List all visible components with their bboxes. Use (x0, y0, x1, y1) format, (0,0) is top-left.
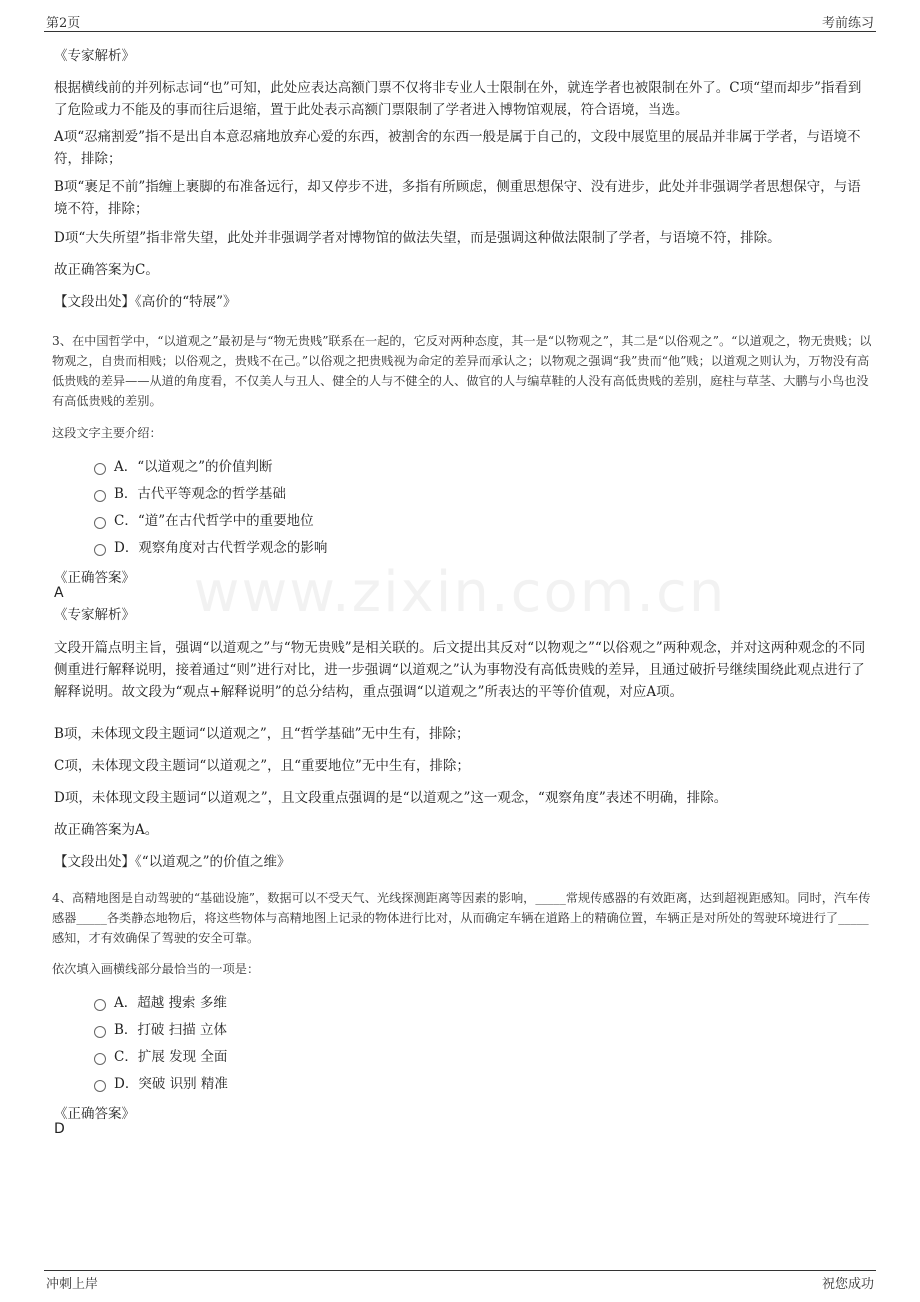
q3-source: 【文段出处】《“以道观之”的价值之维》 (54, 854, 291, 870)
q4-answer: D (54, 1121, 65, 1137)
q3-analysis-para4: D项，未体现文段主题词“以道观之”，且文段重点强调的是“以道观之”这一观念，“观察角度”表述不明确，排除。 (54, 790, 728, 806)
q4-answer-title: 《正确答案》 (54, 1106, 135, 1122)
watermark: www.zixin.com.cn (193, 560, 727, 625)
radio-icon[interactable] (94, 1053, 106, 1065)
q2-analysis-para1: 根据横线前的并列标志词“也”可知，此处应表达高额门票不仅将非专业人士限制在外，就连学者也被限制在外了。C项“望而却步”指看到了危险或力不能及的事而往后退缩，置于此处表示高额门票限制了学者进入博物馆观展，符合语境，当选。 (54, 80, 862, 118)
q4-prompt: 依次填入画横线部分最恰当的一项是： (52, 962, 260, 976)
option-label: B．打破 扫描 立体 (114, 1022, 228, 1038)
option-label: B．古代平等观念的哲学基础 (114, 486, 286, 502)
radio-icon[interactable] (94, 1080, 106, 1092)
footer-right: 祝您成功 (821, 1277, 874, 1292)
option-label: A．超越 搜索 多维 (114, 995, 227, 1011)
q3-option-b[interactable] (94, 483, 286, 505)
option-label: C．扩展 发现 全面 (114, 1049, 228, 1065)
q3-prompt: 这段文字主要介绍： (52, 426, 162, 440)
q4-option-b[interactable] (94, 1019, 227, 1041)
option-label: D．突破 识别 精准 (114, 1076, 228, 1092)
page-number: 第2页 (46, 16, 81, 31)
q4-stem: 4、高精地图是自动驾驶的“基础设施”，数据可以不受天气、光线探测距离等因素的影响，_____常规传感器的有效距离，达到超视距感知。同时，汽车传感器_____各类静态地物后，将这些物体与高精地图上记录的物体进行比对，从而确定车辆在道路上的精确位置，车辆正是对所处的驾驶环境进行了_____感知，才有效确保了驾驶的安全可靠。 (52, 891, 871, 945)
q3-conclusion: 故正确答案为A。 (54, 822, 159, 838)
q4-option-c[interactable] (94, 1046, 227, 1068)
option-label: D．观察角度对古代哲学观念的影响 (114, 540, 328, 556)
radio-icon[interactable] (94, 1026, 106, 1038)
radio-icon[interactable] (94, 999, 106, 1011)
q4-option-d[interactable] (94, 1073, 228, 1095)
radio-icon[interactable] (94, 463, 106, 475)
q3-analysis-para3: C项，未体现文段主题词“以道观之”，且“重要地位”无中生有，排除； (54, 758, 470, 774)
header-title: 考前练习 (821, 16, 874, 31)
q3-option-d[interactable] (94, 537, 327, 559)
q3-analysis-para1: 文段开篇点明主旨，强调“以道观之”与“物无贵贱”是相关联的。后文提出其反对“以物观之”“以俗观之”两种观念，并对这两种观念的不同侧重进行解释说明，接着通过“则”进行对比，进一步强调“以道观之”认为事物没有高低贵贱的差异，且通过破折号继续围绕此观点进行了解释说明。故文段为“观点+解释说明”的总分结构，重点强调“以道观之”所表达的平等价值观，对应A项。 (54, 640, 866, 700)
q3-stem: 3、在中国哲学中，“以道观之”最初是与“物无贵贱”联系在一起的，它反对两种态度，其一是“以物观之”，其二是“以俗观之”。“以道观之，物无贵贱；以物观之，自贵而相贱；以俗观之，贵贱不在己。”以俗观之把贵贱视为命定的差异而承认之；以物观之强调“我”贵而“他”贱；以道观之则认为，万物没有高低贵贱的差异——从道的角度看，不仅美人与丑人、健全的人与不健全的人、做官的人与编草鞋的人没有高低贵贱的差别，庭柱与草茎、大鹏与小鸟也没有高低贵贱的差别。 (52, 334, 872, 408)
q2-analysis-para4: D项“大失所望”指非常失望，此处并非强调学者对博物馆的做法失望，而是强调这种做法限制了学者，与语境不符，排除。 (54, 230, 781, 246)
q4-option-a[interactable] (94, 992, 227, 1014)
radio-icon[interactable] (94, 544, 106, 556)
q3-analysis-para2: B项，未体现文段主题词“以道观之”，且“哲学基础”无中生有，排除； (54, 726, 470, 742)
q2-analysis-para3: B项“裹足不前”指缠上裹脚的布准备远行，却又停步不进，多指有所顾虑，侧重思想保守、没有进步，此处并非强调学者思想保守，与语境不符，排除； (54, 179, 861, 217)
header-divider (44, 31, 876, 32)
q3-answer-title: 《正确答案》 (54, 570, 135, 586)
q2-analysis-title: 《专家解析》 (54, 48, 135, 64)
q2-source: 【文段出处】《高价的“特展”》 (54, 294, 237, 310)
footer-left: 冲刺上岸 (46, 1277, 99, 1292)
option-label: C．“道”在古代哲学中的重要地位 (114, 513, 314, 529)
q3-option-c[interactable] (94, 510, 314, 532)
radio-icon[interactable] (94, 490, 106, 502)
q3-answer: A (54, 585, 64, 601)
q2-analysis-para2: A项“忍痛割爱”指不是出自本意忍痛地放弃心爱的东西，被割舍的东西一般是属于自己的，文段中展览里的展品并非属于学者，与语境不符，排除； (54, 129, 861, 167)
radio-icon[interactable] (94, 517, 106, 529)
footer-divider (44, 1270, 876, 1271)
option-label: A．“以道观之”的价值判断 (114, 459, 273, 475)
q3-option-a[interactable] (94, 456, 273, 478)
q3-analysis-title: 《专家解析》 (54, 607, 135, 623)
q2-conclusion: 故正确答案为C。 (54, 262, 159, 278)
